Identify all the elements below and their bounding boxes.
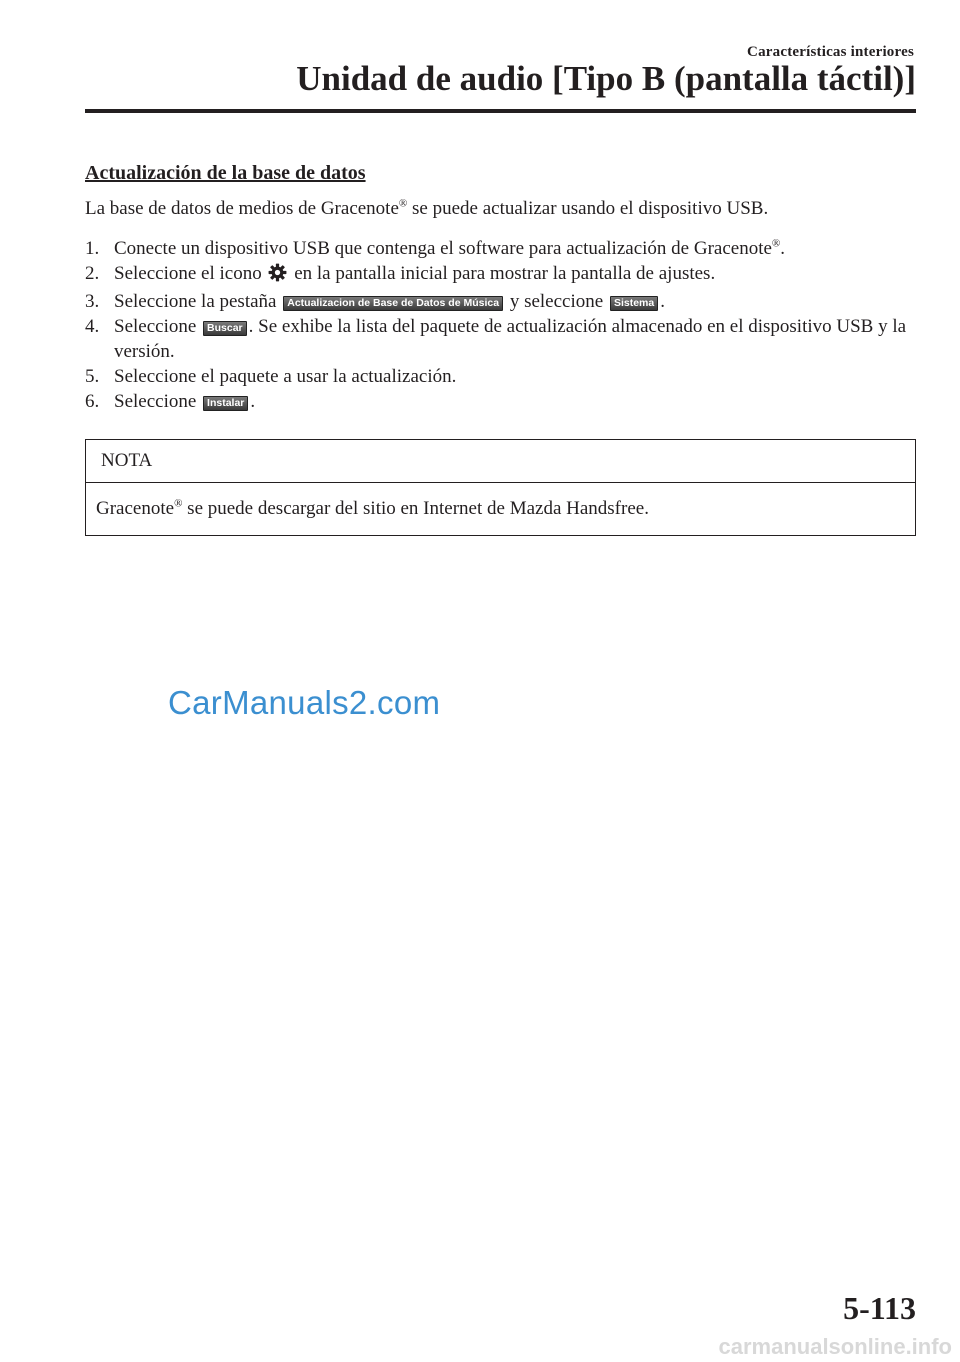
main-content [85,160,916,414]
chapter-title: Características interiores [747,44,914,60]
page-title: Unidad de audio [Tipo B (pantalla táctil)] [296,59,916,98]
list-item: 4. Seleccione Buscar . Se exhibe la lista del paquete de actualización almacenado en el dispositivo USB y la versión. [85,316,907,362]
install-button: Instalar [203,396,248,411]
list-item: 6. Seleccione Instalar . [85,391,256,412]
list-item: 2. Seleccione el icono en la pantalla inicial para mostrar la pantalla de ajustes. [85,261,916,289]
note-box [85,439,916,536]
header-divider [85,109,916,113]
footer-watermark: carmanualsonline.info [718,1334,952,1359]
steps-list [85,236,916,414]
system-button: Sistema [610,296,658,311]
list-item: 3. Seleccione la pestaña Actualizacion de Base de Datos de Música y seleccione Sistema . [85,291,665,312]
music-database-update-tab-button: Actualizacion de Base de Datos de Música [283,296,503,311]
note-text: Gracenote® se puede descargar del sitio en Internet de Mazda Handsfree. [96,497,649,519]
gear-icon [268,263,287,289]
watermark-logo: CarManuals2.com [168,684,441,721]
list-item: 5. Seleccione el paquete a usar la actualización. [85,366,457,387]
page-number: 5-113 [843,1290,916,1326]
note-heading: NOTA [86,440,915,483]
section-heading: Actualización de la base de datos [85,162,366,184]
intro-paragraph: La base de datos de medios de Gracenote® se puede actualizar usando el dispositivo USB. [85,197,769,219]
list-item: 1. Conecte un dispositivo USB que contenga el software para actualización de Gracenote®. [85,237,786,259]
search-button: Buscar [203,321,247,336]
